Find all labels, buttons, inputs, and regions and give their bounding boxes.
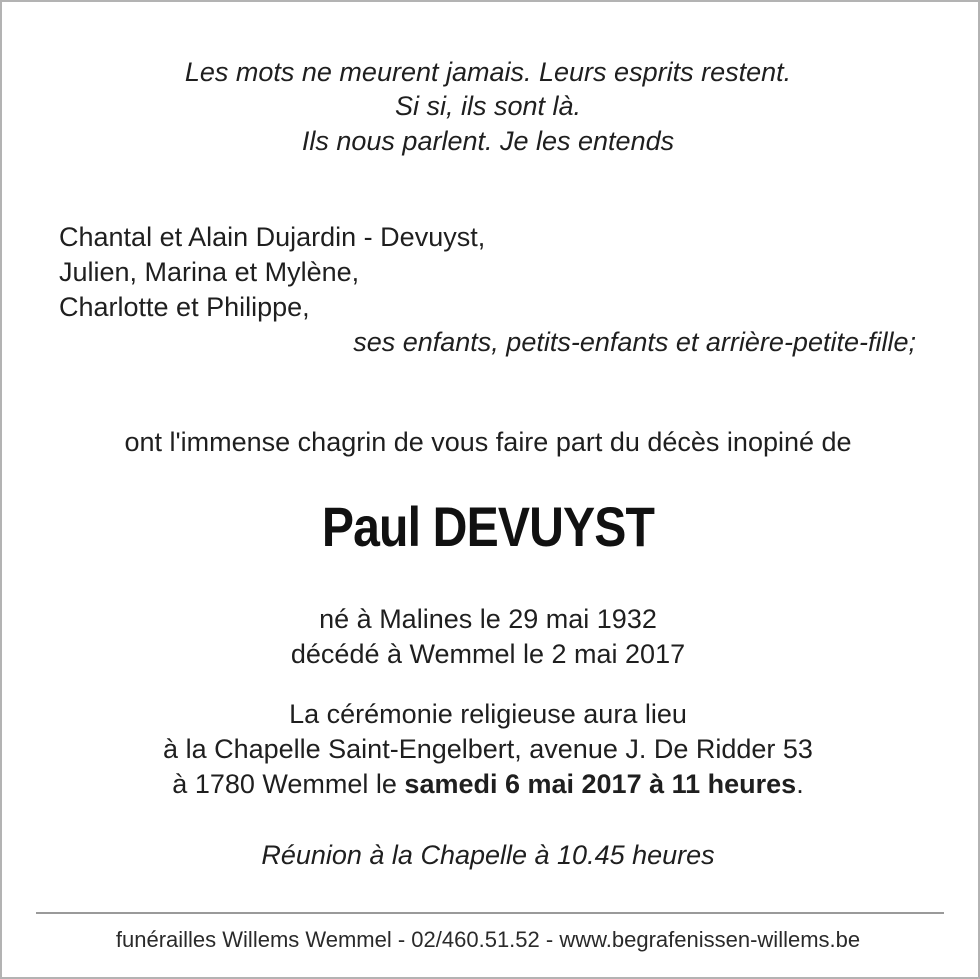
family-line-2: Julien, Marina et Mylène, [59, 257, 360, 287]
ceremony-line-1: La cérémonie religieuse aura lieu [289, 699, 687, 729]
ceremony-period: . [796, 769, 804, 799]
poem-line-3: Ils nous parlent. Je les entends [301, 126, 675, 156]
announcement-text: ont l'immense chagrin de vous faire part du décès inopiné de [124, 427, 852, 457]
funeral-home-footer: funérailles Willems Wemmel - 02/460.51.52 - www.begrafenissen-willems.be [115, 927, 861, 952]
ceremony-line-2: à la Chapelle Saint-Engelbert, avenue J. De Ridder 53 [163, 734, 813, 764]
footer-divider [36, 912, 944, 914]
reunion-line: Réunion à la Chapelle à 10.45 heures [261, 840, 715, 870]
ceremony-line-3 [0, 767, 976, 801]
ceremony-date-time: samedi 6 mai 2017 à 11 heures [404, 769, 797, 799]
deceased-name: Paul DEVUYST [321, 495, 655, 558]
family-line-3: Charlotte et Philippe, [59, 292, 310, 322]
poem-line-2: Si si, ils sont là. [394, 91, 582, 121]
family-relation: ses enfants, petits-enfants et arrière-petite-fille; [353, 327, 916, 357]
ceremony-location-text: à 1780 Wemmel le [172, 769, 405, 799]
family-line-1: Chantal et Alain Dujardin - Devuyst, [59, 222, 486, 252]
birth-line: né à Malines le 29 mai 1932 [319, 604, 657, 634]
death-line: décédé à Wemmel le 2 mai 2017 [290, 639, 686, 669]
poem-line-1: Les mots ne meurent jamais. Leurs esprits restent. [184, 57, 792, 87]
